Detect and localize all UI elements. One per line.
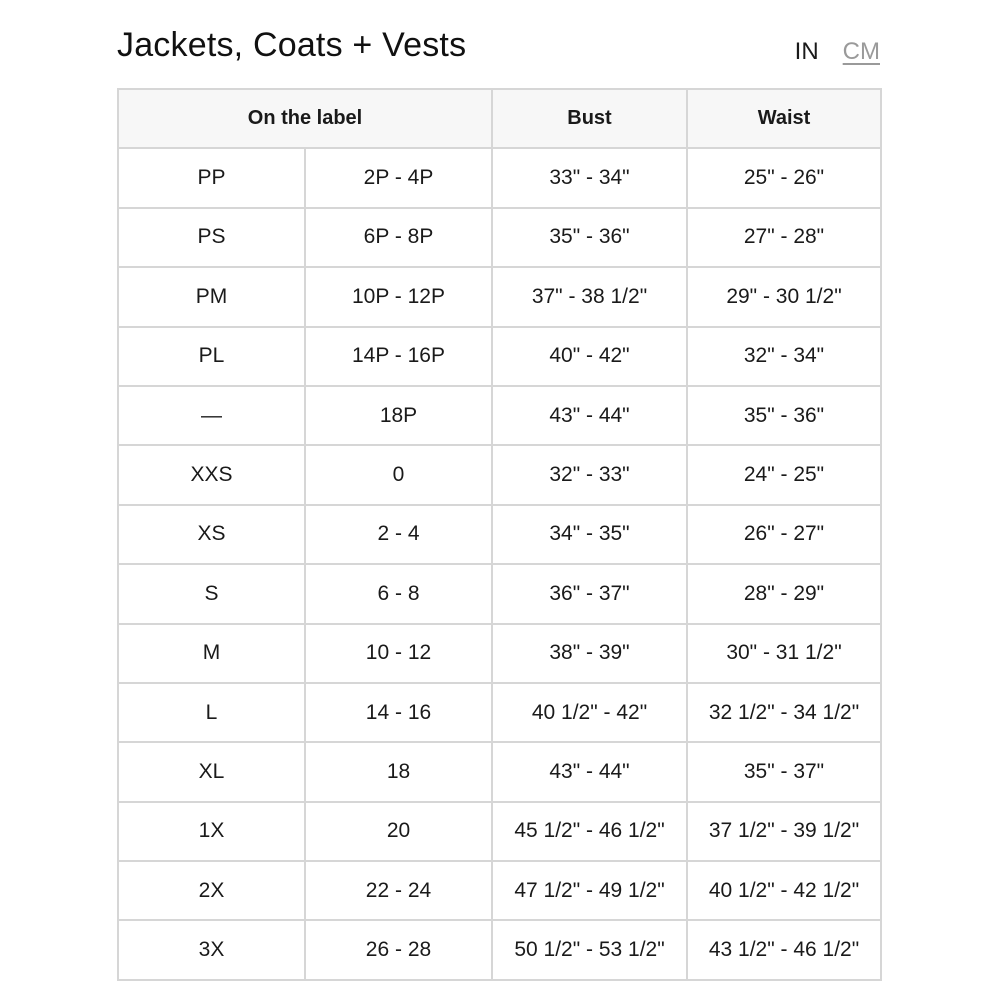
table-row [118,564,881,623]
cell-waist: 30" - 31 1/2" [687,624,881,683]
cell-bust: 40" - 42" [492,327,687,386]
cell-size-number: 6 - 8 [305,564,492,623]
cell-waist: 27" - 28" [687,208,881,267]
cell-size-number: 18 [305,742,492,801]
cell-size-label: — [118,386,305,445]
table-row [118,742,881,801]
cell-size-label: PL [118,327,305,386]
cell-size-label: S [118,564,305,623]
cell-bust: 34" - 35" [492,505,687,564]
cell-waist: 35" - 37" [687,742,881,801]
cell-bust: 33" - 34" [492,148,687,207]
table-row [118,624,881,683]
unit-toggle [795,38,880,66]
unit-in-button[interactable]: IN [794,38,819,65]
cell-size-label: PM [118,267,305,326]
cell-bust: 50 1/2" - 53 1/2" [492,920,687,979]
cell-waist: 28" - 29" [687,564,881,623]
cell-size-number: 6P - 8P [305,208,492,267]
cell-size-label: 3X [118,920,305,979]
cell-bust: 37" - 38 1/2" [492,267,687,326]
cell-waist: 26" - 27" [687,505,881,564]
cell-size-number: 26 - 28 [305,920,492,979]
cell-size-number: 18P [305,386,492,445]
cell-waist: 24" - 25" [687,445,881,504]
cell-size-label: XL [118,742,305,801]
table-row [118,327,881,386]
table-row [118,208,881,267]
table-row [118,683,881,742]
cell-waist: 29" - 30 1/2" [687,267,881,326]
cell-size-number: 10P - 12P [305,267,492,326]
cell-size-label: XS [118,505,305,564]
cell-size-number: 2 - 4 [305,505,492,564]
cell-size-label: L [118,683,305,742]
header-on-the-label: On the label [118,89,492,148]
cell-size-number: 2P - 4P [305,148,492,207]
table-header-row [118,89,881,148]
cell-size-label: PP [118,148,305,207]
unit-cm-button[interactable]: CM [842,38,880,65]
cell-size-label: 1X [118,802,305,861]
page-title: Jackets, Coats + Vests [117,26,467,64]
cell-bust: 36" - 37" [492,564,687,623]
cell-bust: 45 1/2" - 46 1/2" [492,802,687,861]
cell-waist: 40 1/2" - 42 1/2" [687,861,881,920]
cell-waist: 43 1/2" - 46 1/2" [687,920,881,979]
cell-size-number: 10 - 12 [305,624,492,683]
cell-bust: 43" - 44" [492,386,687,445]
table-row [118,148,881,207]
cell-size-number: 14P - 16P [305,327,492,386]
table-row [118,505,881,564]
cell-waist: 25" - 26" [687,148,881,207]
header-waist: Waist [687,89,881,148]
cell-bust: 47 1/2" - 49 1/2" [492,861,687,920]
cell-bust: 43" - 44" [492,742,687,801]
cell-waist: 35" - 36" [687,386,881,445]
cell-size-label: 2X [118,861,305,920]
cell-waist: 32 1/2" - 34 1/2" [687,683,881,742]
cell-size-label: PS [118,208,305,267]
cell-size-number: 0 [305,445,492,504]
cell-waist: 37 1/2" - 39 1/2" [687,802,881,861]
page-header [117,26,880,76]
cell-size-number: 14 - 16 [305,683,492,742]
table-row [118,267,881,326]
table-row [118,386,881,445]
table-body [118,148,881,979]
cell-waist: 32" - 34" [687,327,881,386]
size-chart-table [117,88,882,981]
table-row [118,920,881,979]
cell-size-label: M [118,624,305,683]
cell-size-number: 22 - 24 [305,861,492,920]
cell-size-number: 20 [305,802,492,861]
header-bust: Bust [492,89,687,148]
cell-bust: 40 1/2" - 42" [492,683,687,742]
cell-size-label: XXS [118,445,305,504]
cell-bust: 35" - 36" [492,208,687,267]
table-row [118,802,881,861]
cell-bust: 38" - 39" [492,624,687,683]
cell-bust: 32" - 33" [492,445,687,504]
table-row [118,861,881,920]
table-row [118,445,881,504]
